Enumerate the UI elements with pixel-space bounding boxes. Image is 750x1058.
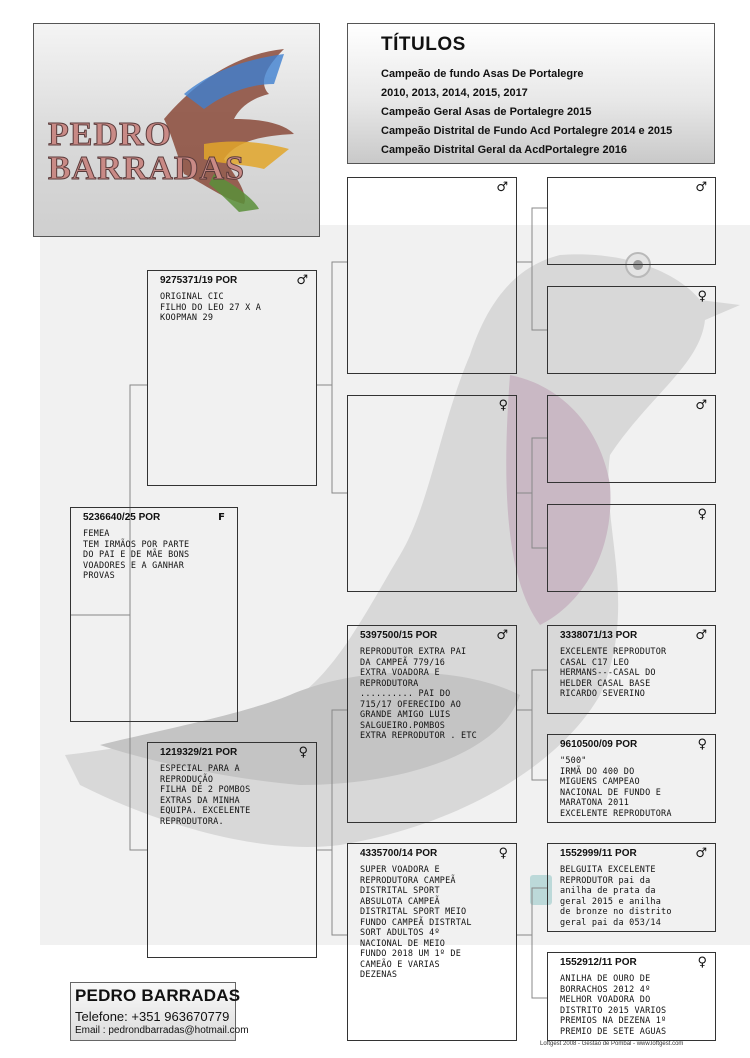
pedigree-card-gg2 bbox=[547, 286, 716, 374]
title-line: Campeão Geral Asas de Portalegre 2015 bbox=[381, 106, 592, 118]
male-symbol-icon: ♂ bbox=[695, 398, 707, 413]
male-symbol-icon: ♂ bbox=[496, 180, 508, 195]
contact-panel bbox=[70, 982, 249, 1041]
card-description: ESPECIAL PARA A REPRODUÇÃO FILHA DE 2 POMBOS EXTRAS DA MINHA EQUIPA. EXCELENTE REPRODUTORA. bbox=[160, 764, 251, 827]
title-line: 2010, 2013, 2014, 2015, 2017 bbox=[381, 87, 528, 99]
male-symbol-icon: ♂ bbox=[695, 180, 707, 195]
pedigree-card-sire-sire bbox=[347, 177, 517, 374]
pedigree-card-gg1 bbox=[547, 177, 716, 265]
male-symbol-icon: ♂ bbox=[296, 273, 308, 288]
male-symbol-icon: ♂ bbox=[695, 628, 707, 643]
pedigree-card-gg7 bbox=[547, 843, 716, 932]
female-symbol-icon: ♀ bbox=[298, 745, 308, 760]
ring-number: 1552912/11 POR bbox=[560, 957, 637, 968]
pedigree-card-sire-dam bbox=[347, 395, 517, 592]
sex-label: F bbox=[218, 512, 225, 523]
ring-number: 4335700/14 POR bbox=[360, 848, 438, 859]
ring-number: 3338071/13 POR bbox=[560, 630, 638, 641]
card-description: FEMEA TEM IRMÃOS POR PARTE DO PAI E DE MÃE BONS VOADORES E A GANHAR PROVAS bbox=[83, 529, 190, 581]
female-symbol-icon: ♀ bbox=[697, 289, 707, 304]
pedigree-card-gg8 bbox=[547, 952, 716, 1041]
female-symbol-icon: ♀ bbox=[697, 737, 707, 752]
female-symbol-icon: ♀ bbox=[498, 846, 508, 861]
contact-phone: Telefone: +351 963670779 bbox=[75, 1009, 230, 1024]
title-line: Campeão Distrital Geral da AcdPortalegre 2016 bbox=[381, 144, 627, 156]
footer-credit: Loftgest 2008 - Gestão de Pombal - www.loftgest.com bbox=[540, 1041, 684, 1047]
ring-number: 9610500/09 POR bbox=[560, 739, 638, 750]
pedigree-card-gg6 bbox=[547, 734, 716, 823]
pedigree-card-gg4 bbox=[547, 504, 716, 592]
female-symbol-icon: ♀ bbox=[697, 955, 707, 970]
card-description: ORIGINAL CIC FILHO DO LEO 27 X A KOOPMAN 29 bbox=[160, 292, 262, 323]
pedigree-card-subject bbox=[70, 507, 238, 722]
card-description: "500" IRMÃ DO 400 DO MIGUENS CAMPEAO NACIONAL DE FUNDO E MARATONA 2011 EXCELENTE REPRODUTORA bbox=[560, 756, 672, 819]
logo-line-2: BARRADAS bbox=[48, 150, 245, 187]
ring-number: 9275371/19 POR bbox=[160, 275, 238, 286]
card-description: BELGUITA EXCELENTE REPRODUTOR pai da anilha de prata da geral 2015 e anilha de bronze no distrito geral pai da 053/14 bbox=[560, 865, 672, 928]
ring-number: 5397500/15 POR bbox=[360, 630, 438, 641]
ring-number: 5236640/25 POR bbox=[83, 512, 161, 523]
pedigree-card-sire bbox=[147, 270, 317, 486]
contact-name: PEDRO BARRADAS bbox=[75, 986, 241, 1005]
titles-heading: TÍTULOS bbox=[381, 34, 466, 55]
title-line: Campeão de fundo Asas De Portalegre bbox=[381, 68, 584, 80]
pedigree-card-gg3 bbox=[547, 395, 716, 483]
pedigree-card-dam bbox=[147, 742, 317, 958]
male-symbol-icon: ♂ bbox=[695, 846, 707, 861]
logo-line-1: PEDRO bbox=[48, 116, 172, 153]
contact-email: Email : pedrondbarradas@hotmail.com bbox=[75, 1025, 249, 1036]
card-description: EXCELENTE REPRODUTOR CASAL C17 LEO HERMANS---CASAL DO HELDER CASAL BASE RICARDO SEVERINO bbox=[560, 647, 667, 699]
pedigree-card-dam-dam bbox=[347, 843, 517, 1041]
ring-number: 1552999/11 POR bbox=[560, 848, 637, 859]
card-description: REPRODUTOR EXTRA PAI DA CAMPEÃ 779/16 EXTRA VOADORA E REPRODUTORA .......... PAI DO 715/17 OFERECIDO AO GRANDE AMIGO LUIS SALGUEIRO.POMBOS EXTRA REPRODUTOR . ETC bbox=[360, 647, 477, 741]
card-description: ANILHA DE OURO DE BORRACHOS 2012 4º MELHOR VOADORA DO DISTRITO 2015 VARIOS PREMIOS NA DEZENA 1º PREMIO DE SETE AGUAS bbox=[560, 974, 667, 1037]
card-description: SUPER VOADORA E REPRODUTORA CAMPEÃ DISTRITAL SPORT ABSULOTA CAMPEÃ DISTRITAL SPORT MEIO FUNDO CAMPEÃ DISTRTAL SORT ADULTOS 4º NACIONAL DE MEIO FUNDO 2018 UM 1º DE CAMEÃO E VARIAS DEZENAS bbox=[360, 865, 472, 980]
pedigree-card-gg5 bbox=[547, 625, 716, 714]
ring-number: 1219329/21 POR bbox=[160, 747, 238, 758]
female-symbol-icon: ♀ bbox=[697, 507, 707, 522]
title-line: Campeão Distrital de Fundo Acd Portalegre 2014 e 2015 bbox=[381, 125, 673, 137]
male-symbol-icon: ♂ bbox=[496, 628, 508, 643]
pedigree-card-dam-sire bbox=[347, 625, 517, 823]
female-symbol-icon: ♀ bbox=[498, 398, 508, 413]
